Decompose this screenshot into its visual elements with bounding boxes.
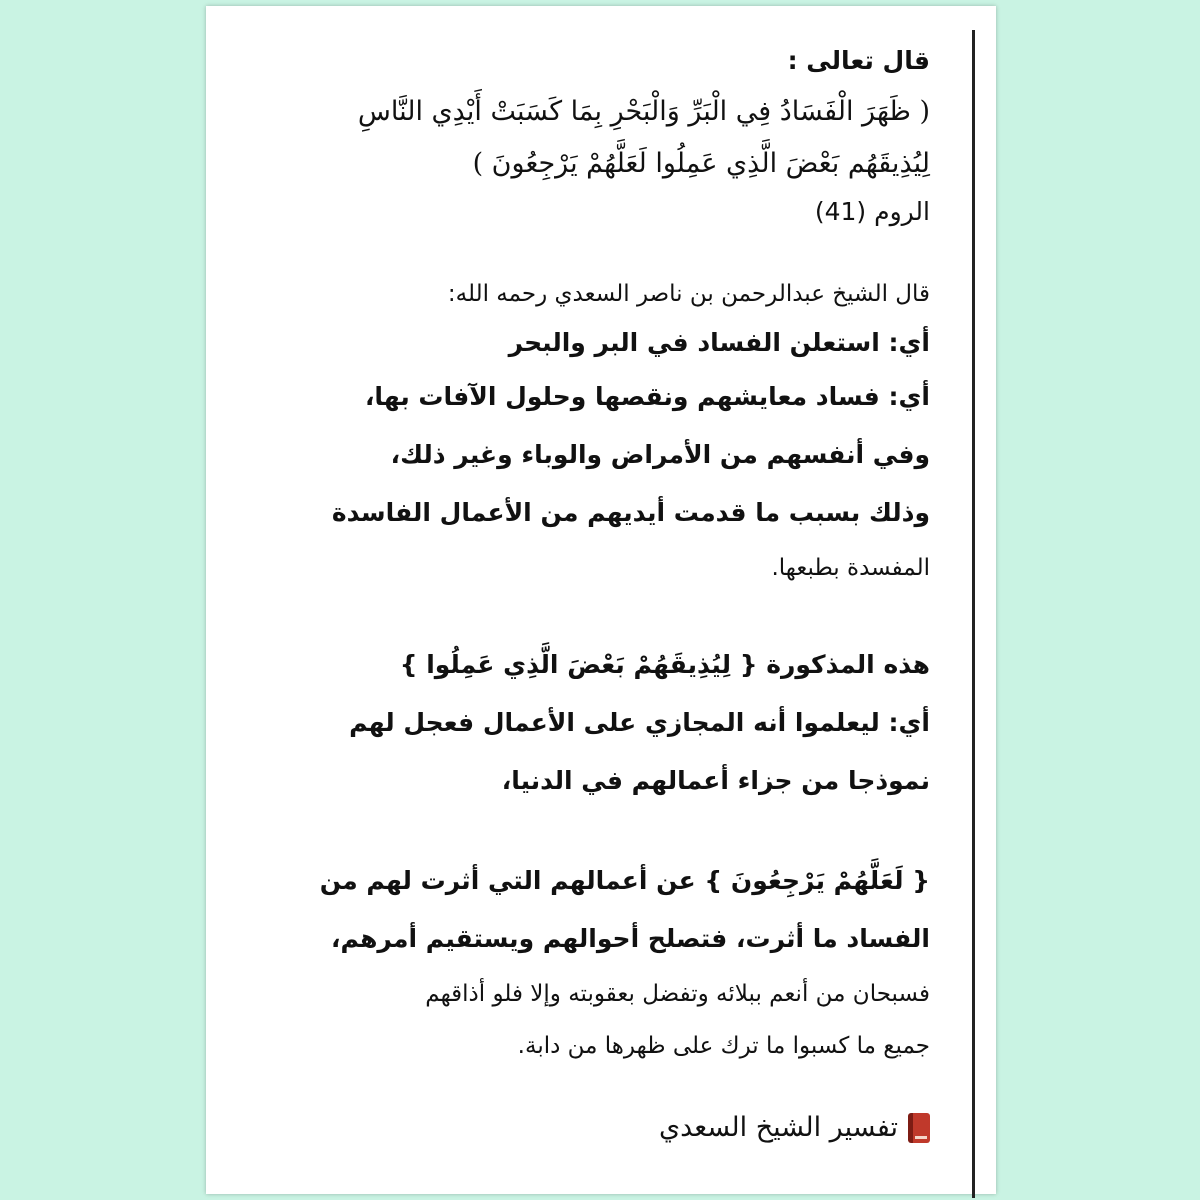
document-content (290, 36, 930, 1072)
source-citation (659, 1112, 930, 1143)
tafsir-p2-line3: نموذجا من جزاء أعمالهم في الدنيا، (501, 766, 930, 795)
tafsir-p1-line4: وذلك بسبب ما قدمت أيديهم من الأعمال الفاسدة (331, 498, 930, 527)
tafsir-p1-line5: المفسدة بطبعها. (771, 555, 930, 581)
tafsir-p1-line3: وفي أنفسهم من الأمراض والوباء وغير ذلك، (390, 440, 930, 469)
verse-reference: الروم (41) (814, 197, 930, 226)
tafsir-p2-line1: هذه المذكورة { لِيُذِيقَهُمْ بَعْضَ الَّذِي عَمِلُوا } (399, 650, 930, 679)
tafsir-p1-line2: أي: فساد معايشهم ونقصها وحلول الآفات بها، (364, 382, 930, 411)
spacer (290, 594, 930, 636)
tafsir-p1-line1: أي: استعلن الفساد في البر والبحر (508, 328, 930, 357)
tafsir-p3-line2: الفساد ما أثرت، فتصلح أحوالهم ويستقيم أمرهم، (331, 924, 930, 953)
spacer (290, 234, 930, 270)
tafsir-p3-line3: فسبحان من أنعم ببلائه وتفضل بعقوبته وإلا فلو أذاقهم (425, 981, 930, 1007)
spacer (290, 810, 930, 852)
tafsir-attribution: قال الشيخ عبدالرحمن بن ناصر السعدي رحمه الله: (447, 281, 930, 307)
verse-line-1: ( ظَهَرَ الْفَسَادُ فِي الْبَرِّ وَالْبَحْرِ بِمَا كَسَبَتْ أَيْدِي النَّاسِ (357, 96, 930, 127)
tafsir-p2-line2: أي: ليعلموا أنه المجازي على الأعمال فعجل لهم (349, 708, 930, 737)
tafsir-p3-line4: جميع ما كسبوا ما ترك على ظهرها من دابة. (517, 1033, 930, 1059)
book-icon (908, 1113, 930, 1143)
source-label: تفسير الشيخ السعدي (658, 1112, 898, 1143)
verse-line-2: لِيُذِيقَهُم بَعْضَ الَّذِي عَمِلُوا لَعَلَّهُمْ يَرْجِعُونَ ) (472, 148, 930, 179)
tafsir-p3-line1: { لَعَلَّهُمْ يَرْجِعُونَ } عن أعمالهم التي أثرت لهم من (319, 866, 930, 895)
verse-intro: قال تعالى : (787, 46, 930, 75)
page-margin-rule (972, 30, 975, 1198)
